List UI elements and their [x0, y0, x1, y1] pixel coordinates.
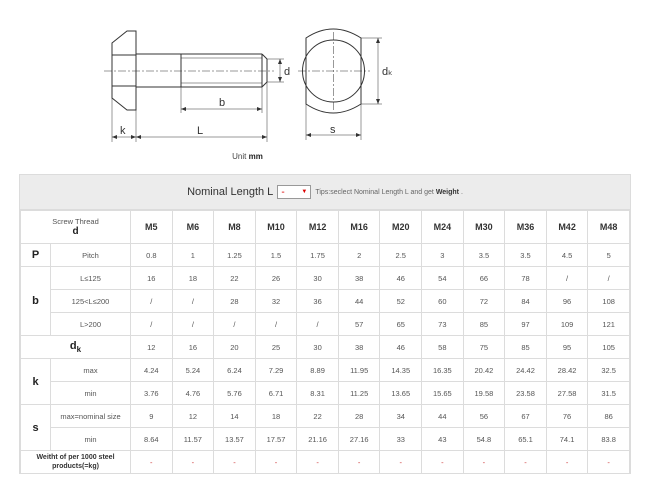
table-cell: 38: [338, 267, 380, 290]
screw-thread-d: d: [72, 226, 79, 237]
table-cell: /: [588, 267, 630, 290]
table-cell: 85: [505, 336, 547, 359]
table-cell: 1.75: [297, 244, 339, 267]
table-cell: 0.8: [131, 244, 173, 267]
table-cell: 15.65: [422, 382, 464, 405]
nominal-length-selector-bar: [20, 175, 630, 210]
unit-label: [0, 152, 495, 161]
table-cell: /: [172, 290, 214, 313]
bolt-technical-drawing: [0, 0, 650, 170]
table-cell: 66: [463, 267, 505, 290]
table-cell: 23.58: [505, 382, 547, 405]
spec-table: [20, 210, 630, 474]
table-cell: 54.8: [463, 428, 505, 451]
nominal-length-label: Nominal Length L: [187, 186, 274, 198]
row-label: L≤125: [51, 267, 131, 290]
table-cell: 25: [255, 336, 297, 359]
size-header: M30: [463, 211, 505, 244]
group-label-dk: [21, 336, 131, 359]
table-row: [21, 267, 630, 290]
table-cell: 36: [297, 290, 339, 313]
table-cell: 105: [588, 336, 630, 359]
size-header: M36: [505, 211, 547, 244]
unit-label-text: Unit: [232, 152, 247, 161]
table-cell: 26: [255, 267, 297, 290]
table-cell: -: [463, 451, 505, 474]
table-cell: -: [131, 451, 173, 474]
table-cell: 11.57: [172, 428, 214, 451]
dim-b-label: b: [219, 97, 226, 109]
table-cell: 7.29: [255, 359, 297, 382]
table-cell: 20.42: [463, 359, 505, 382]
table-cell: 16.35: [422, 359, 464, 382]
table-cell: 12: [172, 405, 214, 428]
table-row: [21, 290, 630, 313]
row-label: min: [51, 428, 131, 451]
table-cell: -: [505, 451, 547, 474]
table-cell: 83.8: [588, 428, 630, 451]
table-cell: 65: [380, 313, 422, 336]
tips-suffix: .: [459, 188, 463, 196]
table-cell: 86: [588, 405, 630, 428]
table-cell: 30: [297, 336, 339, 359]
table-cell: 33: [380, 428, 422, 451]
table-cell: 58: [422, 336, 464, 359]
table-cell: /: [131, 313, 173, 336]
table-cell: 46: [380, 336, 422, 359]
dim-s-label: s: [330, 124, 336, 136]
table-cell: 108: [588, 290, 630, 313]
table-cell: 1.5: [255, 244, 297, 267]
table-cell: 95: [546, 336, 588, 359]
tips-bold: Weight: [435, 188, 460, 196]
table-cell: 1.25: [214, 244, 256, 267]
tips-prefix: Tips:seclect Nominal Length L and get: [315, 188, 436, 196]
table-cell: 28: [214, 290, 256, 313]
table-cell: 11.25: [338, 382, 380, 405]
table-cell: 14.35: [380, 359, 422, 382]
table-cell: /: [214, 313, 256, 336]
table-cell: 8.31: [297, 382, 339, 405]
table-cell: 6.24: [214, 359, 256, 382]
table-cell: 38: [338, 336, 380, 359]
row-label: max: [51, 359, 131, 382]
dim-d-label: d: [284, 66, 291, 78]
table-cell: 22: [297, 405, 339, 428]
table-cell: 12: [131, 336, 173, 359]
dim-L-label: L: [197, 125, 204, 137]
table-cell: 9: [131, 405, 173, 428]
table-cell: 44: [338, 290, 380, 313]
table-cell: 31.5: [588, 382, 630, 405]
table-cell: 56: [463, 405, 505, 428]
table-cell: 44: [422, 405, 464, 428]
nominal-length-select[interactable]: [277, 185, 311, 199]
table-cell: 3.5: [505, 244, 547, 267]
table-cell: /: [546, 267, 588, 290]
table-row: [21, 451, 630, 474]
table-cell: 73: [422, 313, 464, 336]
dim-dk-label: dₖ: [382, 66, 393, 78]
spec-panel: [19, 174, 631, 474]
row-label: min: [51, 382, 131, 405]
table-cell: 14: [214, 405, 256, 428]
unit-value: mm: [248, 152, 263, 161]
row-label: 125<L≤200: [51, 290, 131, 313]
table-cell: 28.42: [546, 359, 588, 382]
size-header: M42: [546, 211, 588, 244]
bolt-head-side: [112, 31, 136, 110]
table-row: [21, 359, 630, 382]
table-cell: 3.76: [131, 382, 173, 405]
table-cell: 2: [338, 244, 380, 267]
table-cell: 54: [422, 267, 464, 290]
table-cell: -: [422, 451, 464, 474]
table-cell: 28: [338, 405, 380, 428]
chevron-down-icon: ▼: [301, 189, 308, 195]
table-cell: 60: [422, 290, 464, 313]
dk-symbol: $d_k$: [69, 339, 82, 355]
table-cell: 8.64: [131, 428, 173, 451]
table-cell: 4.5: [546, 244, 588, 267]
table-cell: 67: [505, 405, 547, 428]
table-cell: 18: [172, 267, 214, 290]
group-label-P: P: [21, 244, 51, 267]
table-row: [21, 313, 630, 336]
table-cell: -: [172, 451, 214, 474]
screw-thread-header: [21, 211, 131, 244]
table-cell: -: [255, 451, 297, 474]
table-row: [21, 244, 630, 267]
table-cell: 16: [131, 267, 173, 290]
table-cell: /: [172, 313, 214, 336]
tips-text: [315, 189, 463, 196]
table-cell: -: [297, 451, 339, 474]
table-row: [21, 428, 630, 451]
table-cell: 21.16: [297, 428, 339, 451]
table-cell: 84: [505, 290, 547, 313]
table-cell: 65.1: [505, 428, 547, 451]
table-cell: -: [588, 451, 630, 474]
group-label-s: s: [21, 405, 51, 451]
table-row: [21, 405, 630, 428]
table-cell: 13.57: [214, 428, 256, 451]
table-cell: 2.5: [380, 244, 422, 267]
table-cell: 121: [588, 313, 630, 336]
table-row: [21, 382, 630, 405]
table-cell: 6.71: [255, 382, 297, 405]
dim-k-label: k: [120, 125, 126, 137]
group-label-b: b: [21, 267, 51, 336]
size-header: M20: [380, 211, 422, 244]
table-cell: /: [131, 290, 173, 313]
table-cell: 22: [214, 267, 256, 290]
table-cell: 72: [463, 290, 505, 313]
nominal-length-selected-value: -: [281, 186, 285, 198]
table-cell: 46: [380, 267, 422, 290]
table-cell: 43: [422, 428, 464, 451]
table-cell: 96: [546, 290, 588, 313]
table-cell: 75: [463, 336, 505, 359]
table-cell: 76: [546, 405, 588, 428]
size-header: M16: [338, 211, 380, 244]
table-cell: 11.95: [338, 359, 380, 382]
table-cell: 97: [505, 313, 547, 336]
table-cell: 57: [338, 313, 380, 336]
row-label: L>200: [51, 313, 131, 336]
table-cell: 74.1: [546, 428, 588, 451]
table-cell: 3.5: [463, 244, 505, 267]
table-cell: 3: [422, 244, 464, 267]
row-label: max=nominal size: [51, 405, 131, 428]
table-cell: 20: [214, 336, 256, 359]
table-cell: 109: [546, 313, 588, 336]
table-cell: 85: [463, 313, 505, 336]
table-cell: -: [546, 451, 588, 474]
group-label-k: k: [21, 359, 51, 405]
size-header: M6: [172, 211, 214, 244]
size-header: M24: [422, 211, 464, 244]
table-cell: 32: [255, 290, 297, 313]
weight-label: Weitht of per 1000 steel products(=kg): [21, 451, 131, 474]
table-row: [21, 336, 630, 359]
table-cell: 8.89: [297, 359, 339, 382]
table-cell: 30: [297, 267, 339, 290]
table-cell: 32.5: [588, 359, 630, 382]
table-cell: /: [297, 313, 339, 336]
table-cell: 5.24: [172, 359, 214, 382]
row-label: Pitch: [51, 244, 131, 267]
table-cell: 18: [255, 405, 297, 428]
table-cell: 17.57: [255, 428, 297, 451]
table-cell: 27.16: [338, 428, 380, 451]
table-cell: 5: [588, 244, 630, 267]
size-header: M10: [255, 211, 297, 244]
table-cell: 4.24: [131, 359, 173, 382]
size-header: M12: [297, 211, 339, 244]
size-header: M48: [588, 211, 630, 244]
table-cell: 78: [505, 267, 547, 290]
size-header: M5: [131, 211, 173, 244]
screw-thread-label: Screw Thread: [52, 217, 99, 226]
table-cell: 34: [380, 405, 422, 428]
size-header: M8: [214, 211, 256, 244]
table-cell: 19.58: [463, 382, 505, 405]
table-cell: 52: [380, 290, 422, 313]
table-cell: 27.58: [546, 382, 588, 405]
table-cell: 16: [172, 336, 214, 359]
table-cell: 4.76: [172, 382, 214, 405]
table-cell: -: [214, 451, 256, 474]
table-cell: 5.76: [214, 382, 256, 405]
table-header-row: [21, 211, 630, 244]
table-cell: 13.65: [380, 382, 422, 405]
table-cell: /: [255, 313, 297, 336]
table-cell: -: [338, 451, 380, 474]
table-cell: 1: [172, 244, 214, 267]
table-cell: -: [380, 451, 422, 474]
table-cell: 24.42: [505, 359, 547, 382]
